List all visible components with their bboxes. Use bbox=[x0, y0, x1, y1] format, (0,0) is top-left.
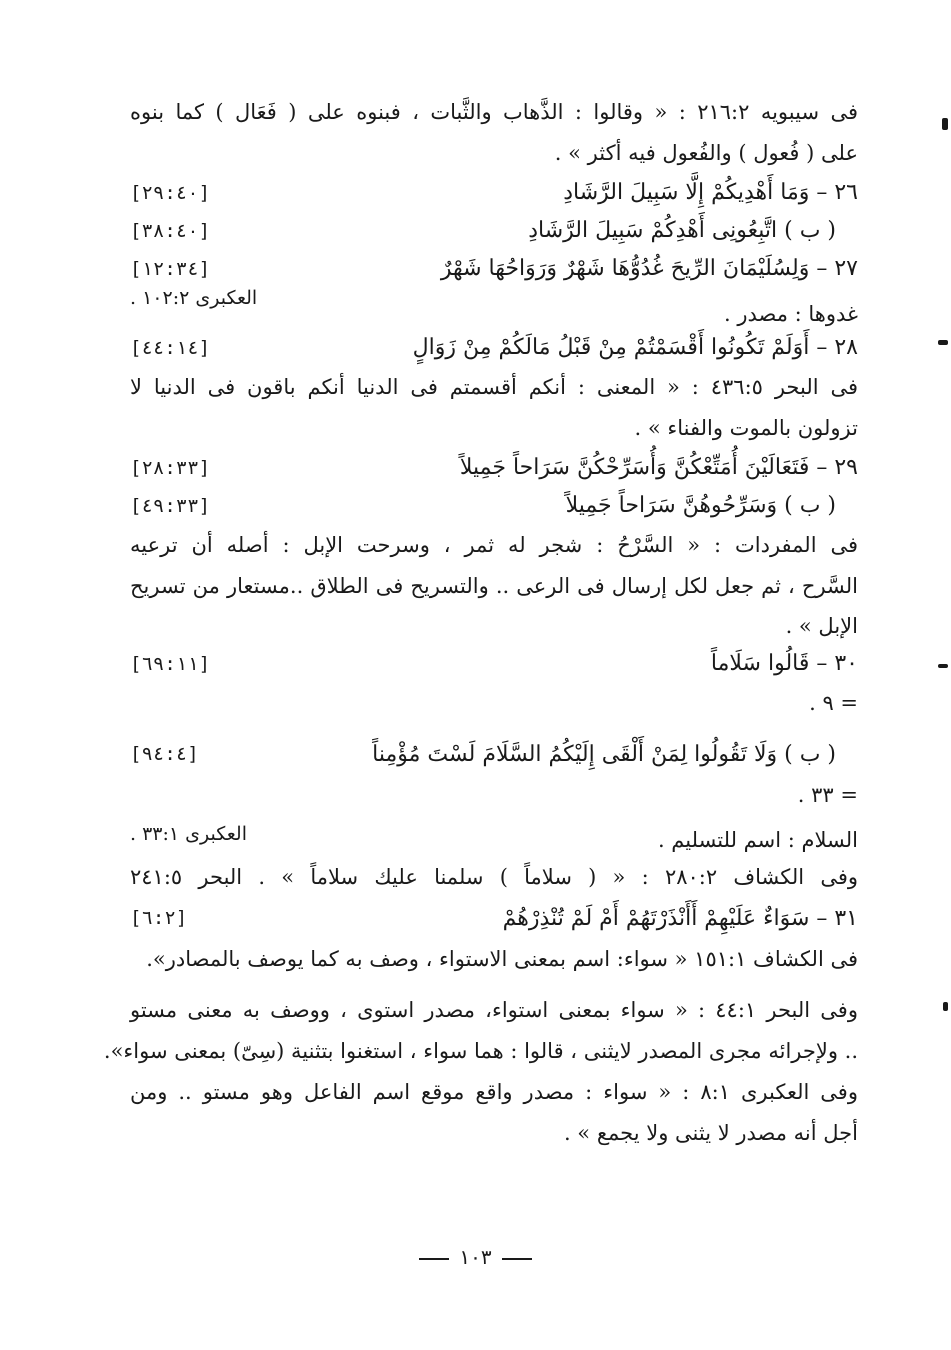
text-line bbox=[130, 939, 858, 980]
text-line bbox=[130, 525, 858, 566]
text-line bbox=[130, 683, 858, 724]
paragraph-text: السلام : اسم للتسليم . bbox=[657, 828, 858, 852]
paragraph-text: فى الكشاف ١٥١:١ « سواء: اسم بمعنى الاستواء ، وصف به كما يوصف بالمصادر». bbox=[146, 947, 858, 971]
text-line bbox=[130, 990, 858, 1031]
margin-mark bbox=[943, 1002, 948, 1011]
page-number-dash bbox=[419, 1258, 449, 1260]
verse-line bbox=[130, 487, 858, 525]
paragraph-text: الإبل » . bbox=[785, 614, 858, 638]
text-line bbox=[103, 1031, 858, 1072]
paragraph-text: وفى الكشاف ٢٨٠:٢ : « ( سلاماً ) سلمنا عليك سلاماً » . البحر ٢٤١:٥ bbox=[130, 865, 859, 889]
paragraph-text: فى سيبويه ٢١٦:٢ : « وقالوا : الذَّهاب والثَّبات ، فبنوه على ( فَعَال ) كما بنوه bbox=[130, 100, 858, 124]
verse-reference: [٩٤:٤] bbox=[130, 743, 199, 765]
text-line bbox=[130, 133, 858, 174]
verse-reference: [٤٤:١٤] bbox=[130, 337, 211, 359]
paragraph-text: = ٩ . bbox=[809, 691, 858, 715]
verse-text: ٣٠ – قَالُوا سَلَاماً bbox=[710, 651, 858, 676]
verse-reference: [١٢:٣٤] bbox=[130, 258, 211, 280]
page-body bbox=[103, 92, 859, 1154]
verse-reference: [٦:٢] bbox=[130, 907, 188, 929]
text-line bbox=[130, 566, 858, 607]
paragraph-text: أجل أنه مصدر لا يثنى ولا يجمع » . bbox=[563, 1121, 858, 1145]
paragraph-text: تزولون بالموت والفناء » . bbox=[634, 416, 858, 440]
verse-text: ( ب ) اتَّبِعُونِى أَهْدِكُمْ سَبِيلَ الرَّشَادِ bbox=[528, 218, 836, 243]
verse-text: ٢٨ – أَوَلَمْ تَكُونُوا أَقْسَمْتُمْ مِنْ قَبْلُ مَالَكُمْ مِنْ زَوَالٍ bbox=[412, 335, 858, 360]
verse-text: ( ب ) وَسَرِّحُوهُنَّ سَرَاحاً جَمِيلاً bbox=[565, 493, 836, 518]
text-line bbox=[130, 408, 858, 449]
verse-text: ( ب ) وَلَا تَقُولُوا لِمَنْ أَلْقَى إِلَيْكُمُ السَّلَامَ لَسْتَ مُؤْمِناً bbox=[372, 742, 836, 767]
text-line bbox=[130, 92, 858, 133]
verse-line bbox=[130, 734, 858, 775]
page-number-text: ١٠٣ bbox=[459, 1245, 492, 1269]
text-line bbox=[130, 1072, 858, 1113]
verse-reference: [٢٩:٤٠] bbox=[130, 182, 211, 204]
text-line bbox=[130, 1113, 858, 1154]
text-line bbox=[130, 288, 858, 329]
verse-line bbox=[130, 212, 858, 250]
text-line bbox=[130, 607, 858, 645]
page-number bbox=[0, 1245, 951, 1269]
margin-mark bbox=[938, 664, 948, 668]
source-citation: العكبرى ٣٣:١ . bbox=[130, 823, 247, 845]
paragraph-text: .. ولإجرائه مجرى المصدر لايثنى ، قالوا : هما سواء ، استغنوا بتثنية (سِىّ) بمعنى سواء». bbox=[103, 1039, 858, 1063]
page-number-dash bbox=[502, 1258, 532, 1260]
paragraph-text: فى المفردات : « السَّرْحُ : شجر له ثمر ، وسرحت الإبل : أصله أن ترعيه bbox=[130, 533, 858, 557]
text-line bbox=[130, 775, 858, 816]
paragraph-text: غدوها : مصدر . bbox=[723, 302, 858, 326]
verse-line bbox=[130, 645, 858, 683]
verse-text: ٢٧ – وَلِسُلَيْمَانَ الرِّيحَ غُدُوُّهَا شَهْرٌ وَرَوَاحُهَا شَهْرٌ bbox=[440, 256, 858, 281]
text-line bbox=[130, 367, 858, 408]
verse-text: ٣١ – سَوَاءٌ عَلَيْهِمْ أَأَنْذَرْتَهُمْ أَمْ لَمْ تُنْذِرْهُمْ bbox=[502, 906, 858, 931]
paragraph-text: وفى البحر ٤٤:١ : « سواء بمعنى استواء، مصدر استوى ، ووصف به معنى مستو bbox=[130, 998, 858, 1022]
paragraph-text: السَّرح ، ثم جعل لكل إرسال فى الرعى .. والتسريح فى الطلاق ..مستعار من تسريح bbox=[130, 574, 858, 598]
margin-mark bbox=[938, 340, 948, 345]
text-line bbox=[130, 816, 858, 857]
text-line bbox=[130, 857, 858, 898]
verse-reference: [٣٨:٤٠] bbox=[130, 220, 211, 242]
verse-reference: [٤٩:٣٣] bbox=[130, 495, 211, 517]
paragraph-text: على ( فُعول ) والفُعول فيه أكثر » . bbox=[554, 141, 858, 165]
paragraph-text: فى البحر ٤٣٦:٥ : « المعنى : أنكم أقسمتم فى الدنيا أنكم باقون فى الدنيا لا bbox=[130, 375, 858, 399]
margin-mark bbox=[942, 118, 948, 130]
verse-line bbox=[130, 174, 858, 212]
verse-line bbox=[130, 329, 858, 367]
verse-text: ٢٩ – فَتَعَالَيْنَ أُمَتِّعْكُنَّ وَأُسَرِّحْكُنَّ سَرَاحاً جَمِيلاً bbox=[459, 455, 858, 480]
paragraph-text: = ٣٣ . bbox=[797, 783, 858, 807]
verse-text: ٢٦ – وَمَا أَهْدِيكُمْ إِلَّا سَبِيلَ الرَّشَادِ bbox=[563, 180, 858, 205]
verse-reference: [٢٨:٣٣] bbox=[130, 457, 211, 479]
paragraph-text: وفى العكبرى ٨:١ : « سواء : مصدر واقع موقع اسم الفاعل وهو مستو .. ومن bbox=[130, 1080, 858, 1104]
verse-reference: [٦٩:١١] bbox=[130, 653, 211, 675]
verse-line bbox=[130, 898, 858, 939]
source-citation: العكبرى ١٠٢:٢ . bbox=[130, 287, 258, 309]
verse-line bbox=[130, 449, 858, 487]
